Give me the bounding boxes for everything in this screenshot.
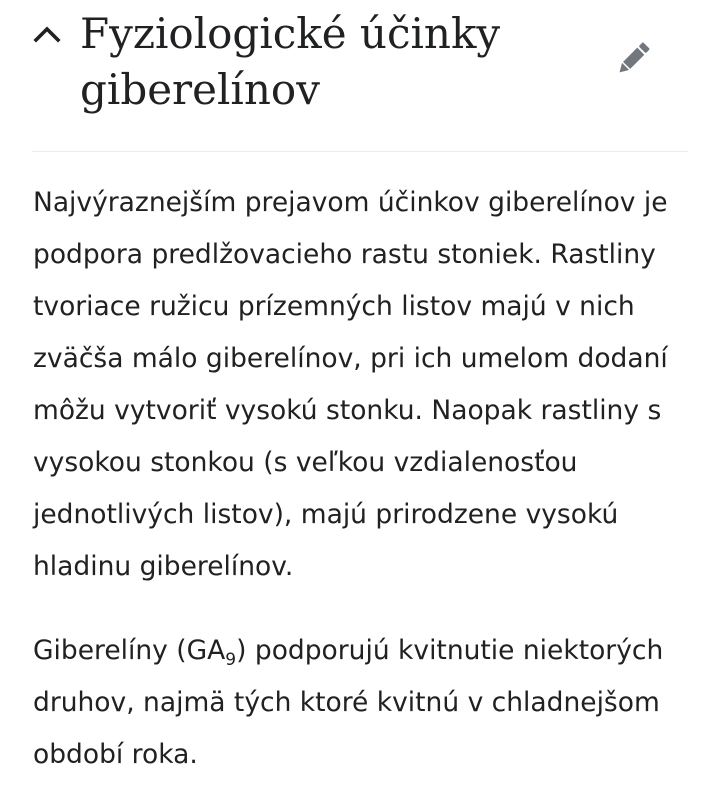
paragraph-flowering [33,625,693,781]
section-title: Fyziologické účinky giberelínov [80,9,501,114]
paragraph-text: ) podporujú kvitnutie niektorých druhov, najmä tých ktoré kvitnú v chladnejšom období roka. [33,635,664,770]
paragraph-text: Giberelíny (GA [33,635,226,666]
subscript: 9 [225,650,237,670]
pencil-icon[interactable] [610,36,656,82]
paragraph-stem-elongation: Najvýraznejším prejavom účinkov giberelínov je podpora predlžovacieho rastu stoniek. Rastliny tvoriace ružicu prízemných listov majú v nich zväčša málo giberelínov, pri ich umelom dodaní môžu vytvoriť vysokú stonku. Naopak rastliny s vysokou stonkou (s veľkou vzdialenosťou jednotlivých listov), majú prirodzene vysokú hladinu giberelínov. [33,187,668,582]
section-body [33,177,693,781]
section-divider [32,151,688,152]
section-header [0,0,720,152]
chevron-up-icon[interactable] [30,20,64,48]
